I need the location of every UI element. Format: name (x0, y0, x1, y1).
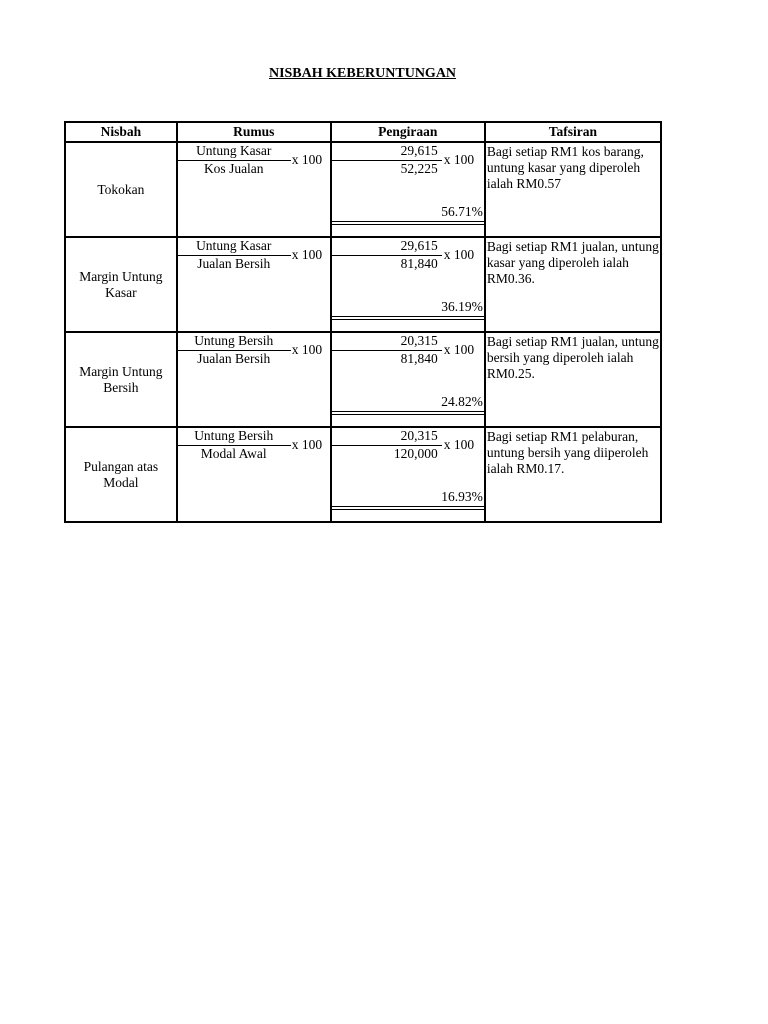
nisbah-cell (65, 427, 177, 522)
calc-numerator: 20,315 (400, 333, 438, 348)
calc-multiplier: x 100 (443, 437, 475, 452)
header-nisbah: Nisbah (65, 122, 177, 142)
pengiraan-cell (331, 427, 485, 522)
calc-result: 56.71% (441, 204, 483, 219)
nisbah-line-1: Margin Untung (79, 363, 163, 379)
calc-multiplier: x 100 (443, 342, 475, 357)
pengiraan-cell (331, 142, 485, 237)
formula-denominator: Jualan Bersih (197, 351, 271, 366)
formula-multiplier: x 100 (291, 342, 323, 357)
table-row (65, 142, 661, 237)
formula-numerator: Untung Bersih (194, 333, 274, 348)
calc-result: 16.93% (441, 489, 483, 504)
formula-denominator: Kos Jualan (203, 161, 264, 176)
formula-multiplier: x 100 (291, 437, 323, 452)
nisbah-cell (65, 142, 177, 237)
calc-denominator: 81,840 (400, 351, 438, 366)
tafsiran-cell: Bagi setiap RM1 jualan, untung kasar yang diperoleh ialah RM0.36. (485, 237, 661, 332)
nisbah-cell (65, 332, 177, 427)
header-tafsiran: Tafsiran (485, 122, 661, 142)
rumus-cell (177, 142, 331, 237)
tafsiran-cell: Bagi setiap RM1 kos barang, untung kasar yang diperoleh ialah RM0.57 (485, 142, 661, 237)
header-pengiraan: Pengiraan (331, 122, 485, 142)
nisbah-line-1: Pulangan atas (83, 458, 159, 474)
rumus-cell (177, 237, 331, 332)
calc-result: 36.19% (441, 299, 483, 314)
calc-denominator: 52,225 (400, 161, 438, 176)
tafsiran-cell: Bagi setiap RM1 pelaburan, untung bersih yang diiperoleh ialah RM0.17. (485, 427, 661, 522)
double-underline (332, 411, 484, 415)
calc-multiplier: x 100 (443, 247, 475, 262)
formula-multiplier: x 100 (291, 247, 323, 262)
calc-numerator: 29,615 (400, 238, 438, 253)
nisbah-line-2: Modal (103, 474, 139, 490)
rumus-cell (177, 332, 331, 427)
nisbah-cell (65, 237, 177, 332)
table-row (65, 427, 661, 522)
nisbah-line-1: Margin Untung (79, 268, 163, 284)
formula-numerator: Untung Kasar (196, 238, 272, 253)
nisbah-line-1: Tokokan (97, 181, 145, 197)
calc-result: 24.82% (441, 394, 483, 409)
header-rumus: Rumus (177, 122, 331, 142)
table-row (65, 332, 661, 427)
formula-denominator: Modal Awal (200, 446, 267, 461)
pengiraan-cell (331, 332, 485, 427)
formula-denominator: Jualan Bersih (197, 256, 271, 271)
formula-numerator: Untung Bersih (194, 428, 274, 443)
double-underline (332, 221, 484, 225)
calc-numerator: 29,615 (400, 143, 438, 158)
double-underline (332, 506, 484, 510)
rumus-cell (177, 427, 331, 522)
calc-numerator: 20,315 (400, 428, 438, 443)
calc-denominator: 81,840 (400, 256, 438, 271)
formula-multiplier: x 100 (291, 152, 323, 167)
table-header-row (65, 122, 661, 142)
tafsiran-cell: Bagi setiap RM1 jualan, untung bersih yang diperoleh ialah RM0.25. (485, 332, 661, 427)
table-row (65, 237, 661, 332)
nisbah-line-2: Bersih (103, 379, 139, 395)
double-underline (332, 316, 484, 320)
calc-multiplier: x 100 (443, 152, 475, 167)
nisbah-line-2: Kasar (105, 284, 137, 300)
page-title: NISBAH KEBERUNTUNGAN (268, 66, 457, 81)
calc-denominator: 120,000 (393, 446, 438, 461)
formula-numerator: Untung Kasar (196, 143, 272, 158)
pengiraan-cell (331, 237, 485, 332)
ratio-table (64, 121, 662, 523)
